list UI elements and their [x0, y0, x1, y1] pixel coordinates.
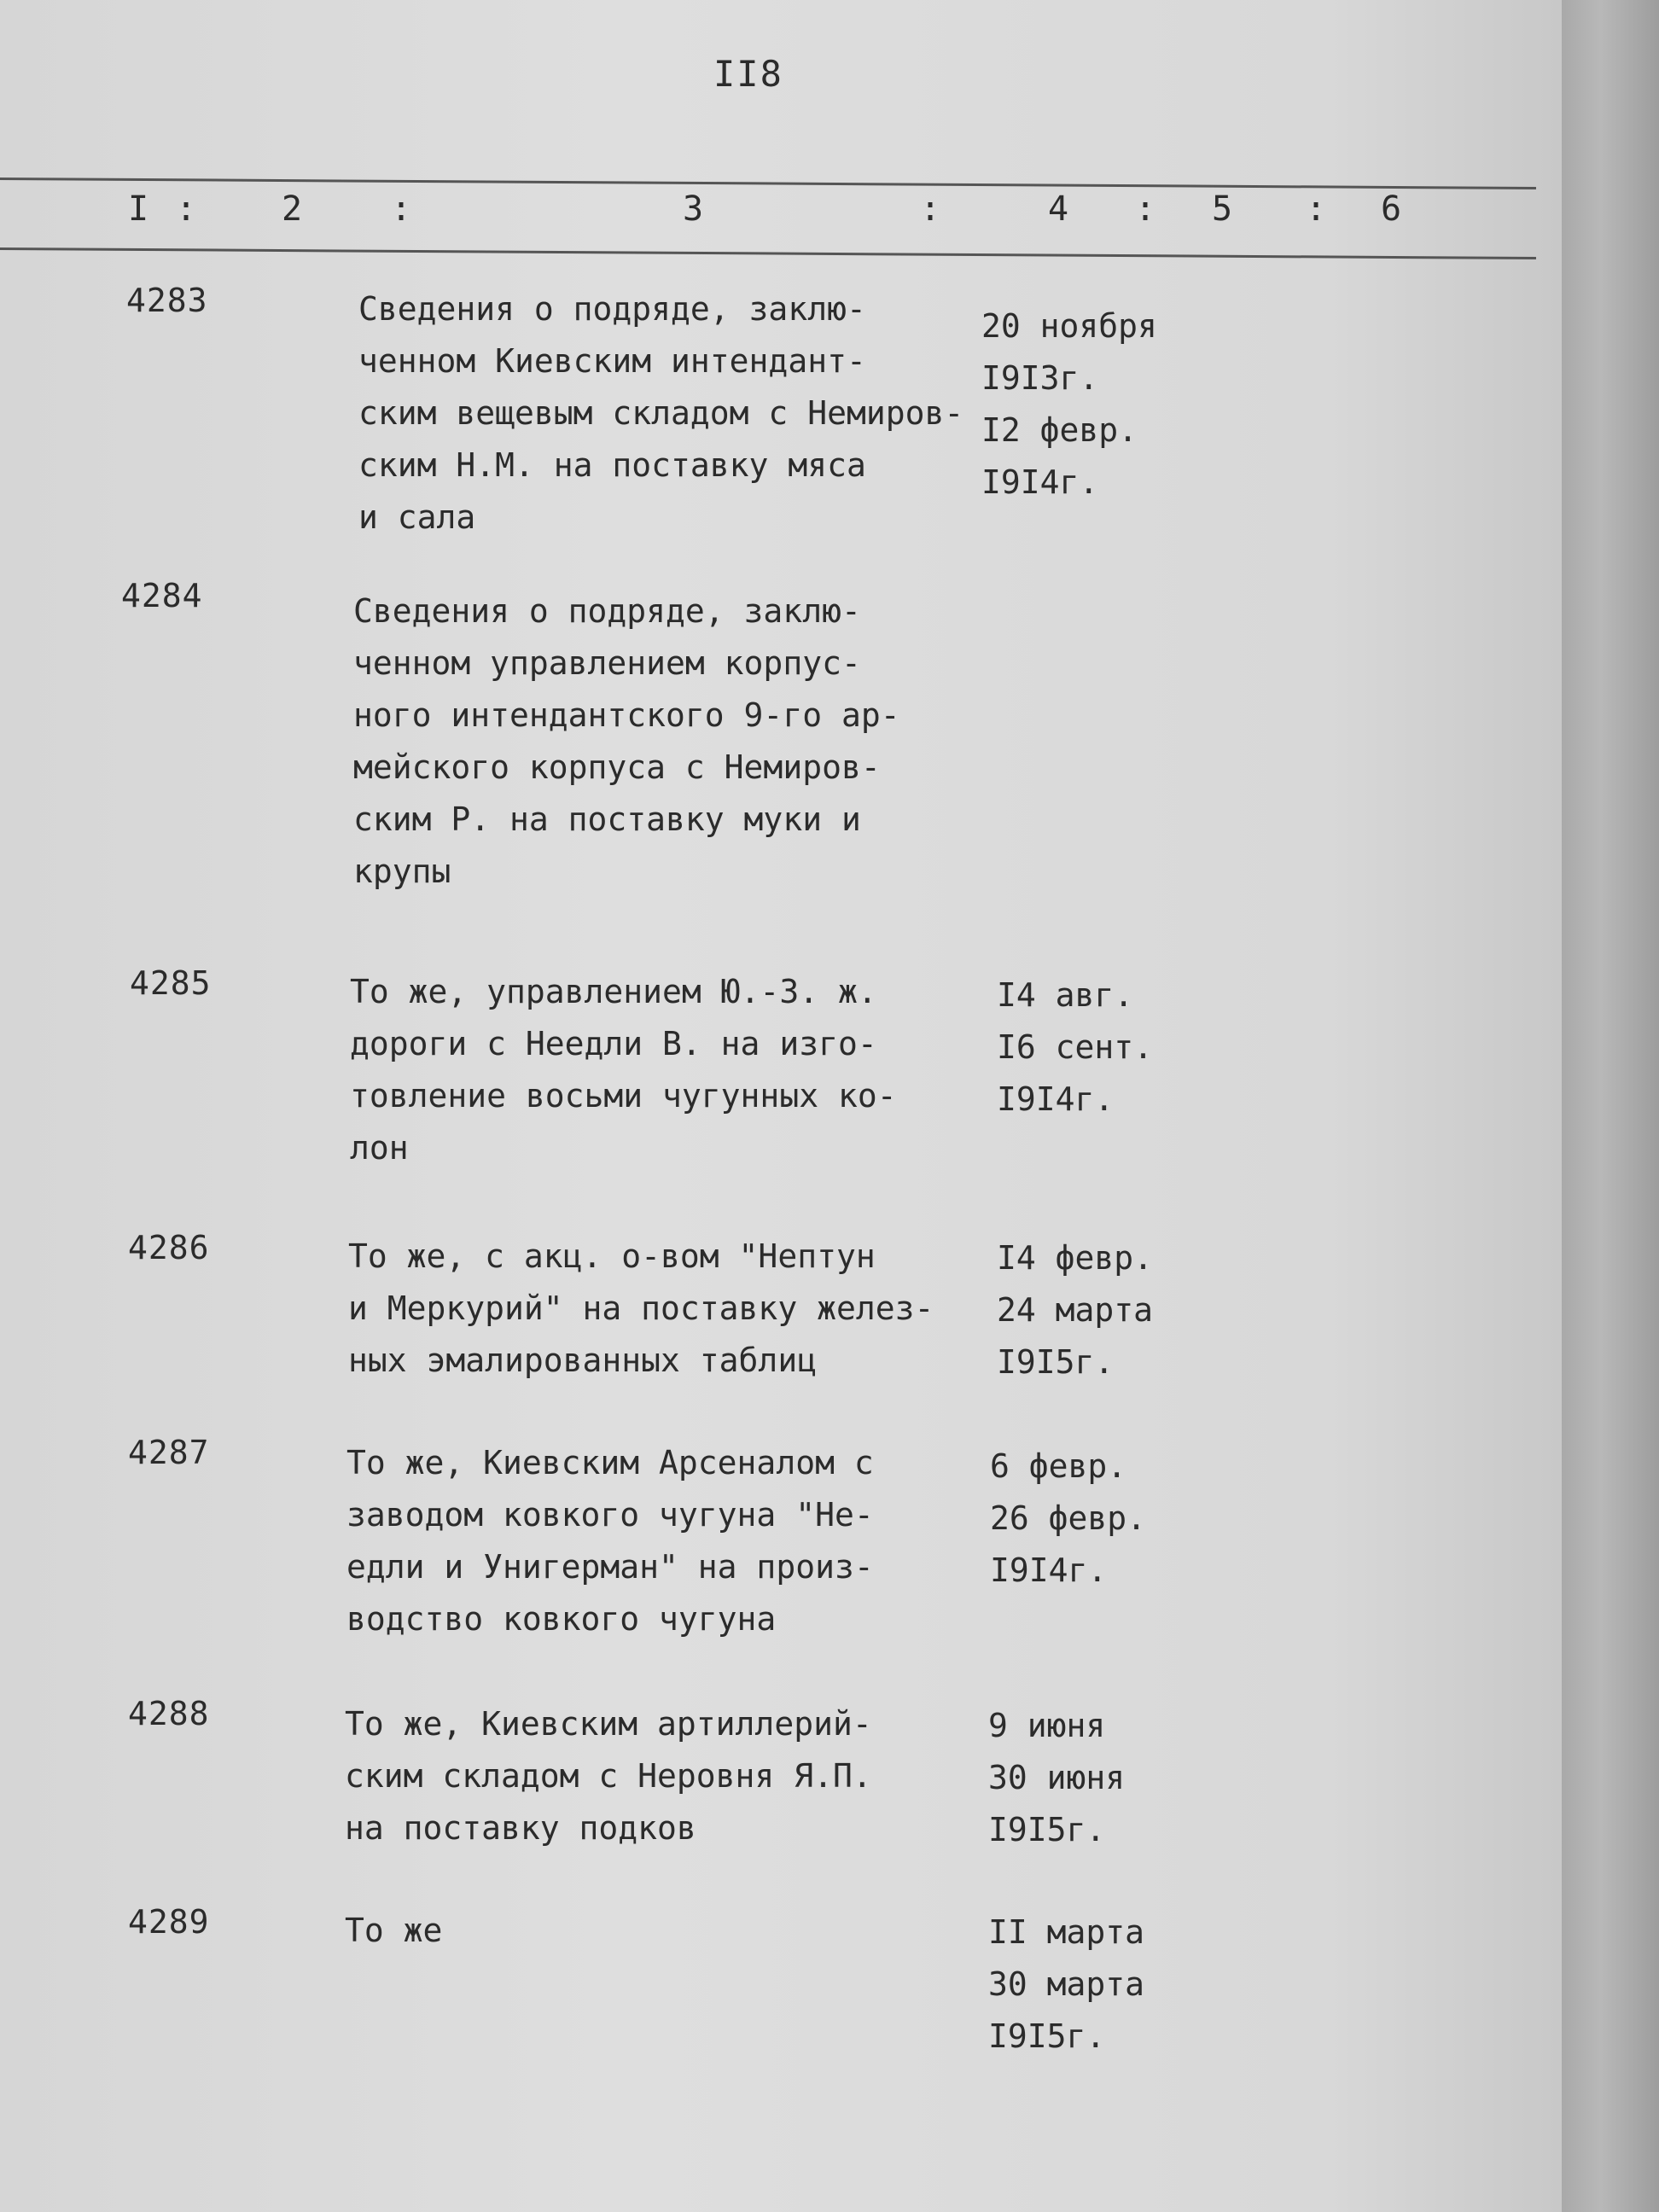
entry-description: Сведения о подряде, заклю- ченном Киевским интендант- ским вещевым складом с Немиров- ским Н.М. на поставку мяса и сала [358, 290, 964, 536]
column-separator: : [1135, 189, 1156, 229]
column-separator: : [391, 189, 412, 229]
entry-id: 4285 [130, 964, 212, 1002]
entry-dates: 6 февр. 26 февр. I9I4г. [990, 1447, 1147, 1589]
entry-description: Сведения о подряде, заклю- ченном управлением корпус- ного интендантского 9-го ар- мейского корпуса с Немиров- ским Р. на поставку муки и крупы [353, 592, 900, 890]
entry-dates: II марта 30 марта I9I5г. [988, 1913, 1145, 2055]
entry-id: 4288 [128, 1695, 210, 1732]
column-header-4: 4 [1048, 189, 1069, 229]
column-separator: : [920, 189, 941, 229]
column-header-2: 2 [282, 189, 303, 229]
column-header-1: I [128, 189, 149, 229]
entry-dates: 20 ноября I9I3г. I2 февр. I9I4г. [981, 307, 1157, 501]
column-header-5: 5 [1212, 189, 1233, 229]
page-edge-shadow [1562, 0, 1659, 2212]
entry-id: 4287 [128, 1434, 210, 1471]
column-header-3: 3 [683, 189, 704, 229]
entry-dates: I4 февр. 24 марта I9I5г. [997, 1239, 1154, 1381]
entry-id: 4286 [128, 1229, 210, 1266]
page-number: II8 [713, 53, 783, 95]
entry-description: То же, с акц. о-вом "Нептун и Меркурий" на поставку желез- ных эмалированных таблиц [348, 1237, 934, 1379]
entry-dates: I4 авг. I6 сент. I9I4г. [997, 976, 1154, 1118]
entry-description: То же [345, 1912, 443, 1949]
entry-description: То же, Киевским Арсеналом с заводом ковкого чугуна "Не- едли и Унигерман" на произ- водство ковкого чугуна [346, 1444, 874, 1638]
entry-description: То же, управлением Ю.-З. ж. дороги с Неедли В. на изго- товление восьми чугунных ко- лон [350, 973, 897, 1167]
column-separator: : [176, 189, 197, 229]
entry-dates: 9 июня 30 июня I9I5г. [988, 1707, 1126, 1848]
header-top-rule [0, 178, 1536, 189]
header-bottom-rule [0, 247, 1536, 259]
column-separator: : [1306, 189, 1327, 229]
entry-id: 4284 [121, 577, 203, 614]
entry-description: То же, Киевским артиллерий- ским складом с Неровня Я.П. на поставку подков [345, 1705, 872, 1847]
column-header-6: 6 [1381, 189, 1402, 229]
entry-id: 4289 [128, 1903, 210, 1941]
entry-id: 4283 [126, 282, 208, 319]
